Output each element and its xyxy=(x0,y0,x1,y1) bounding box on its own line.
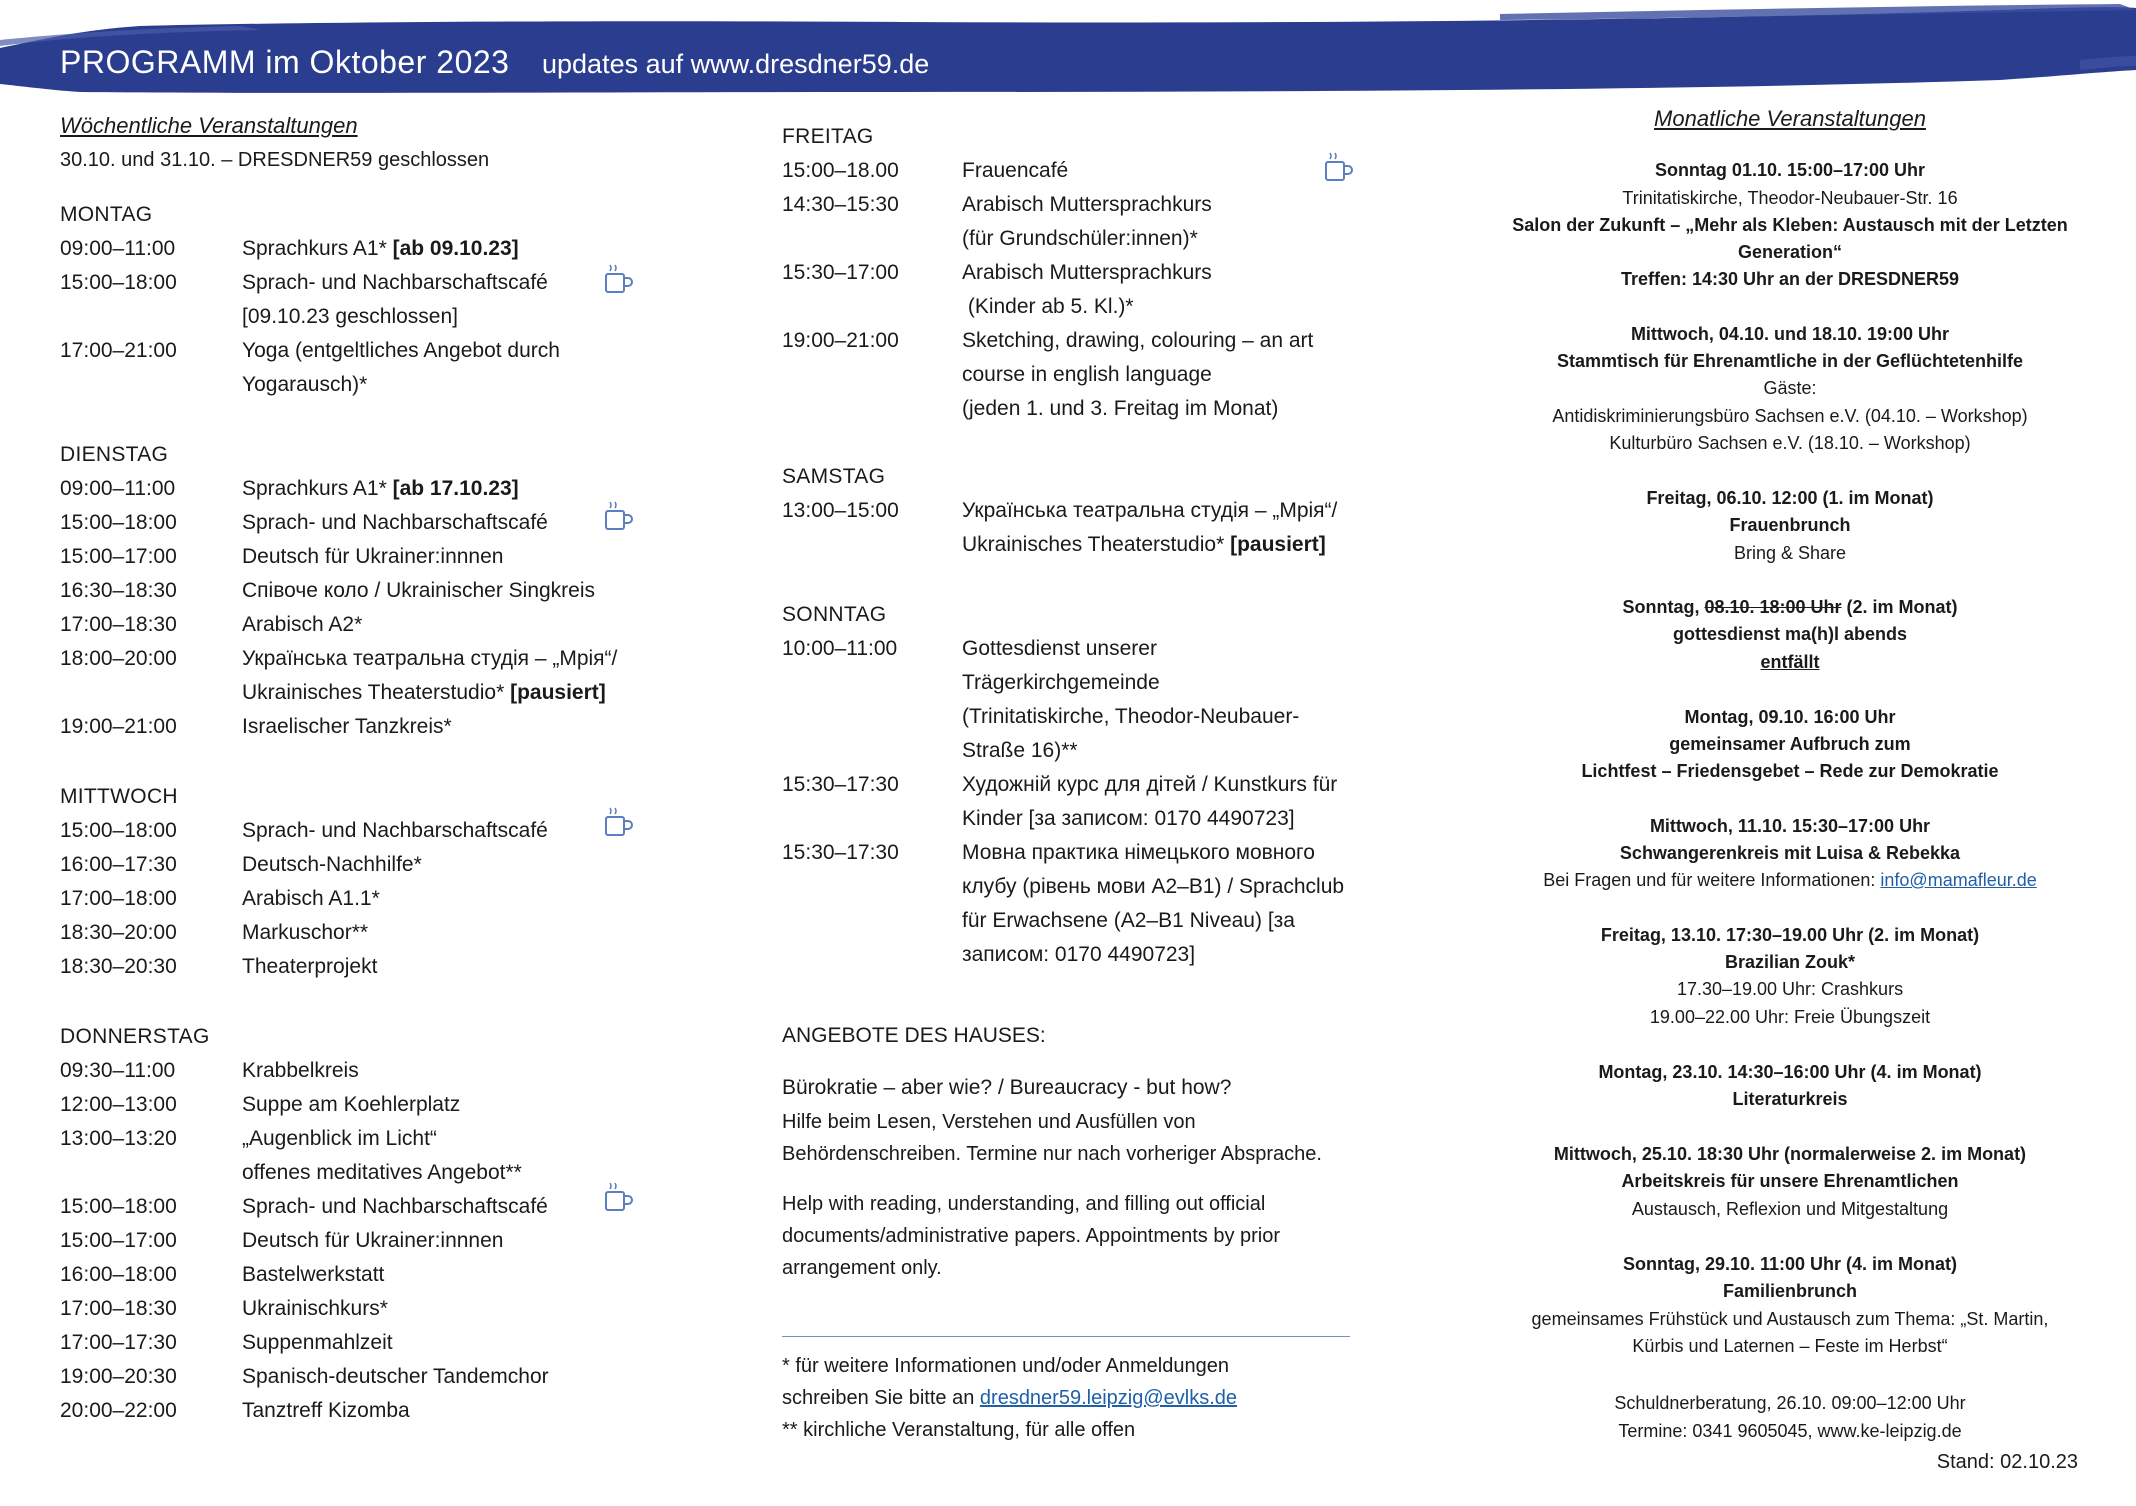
day-heading-dienstag: DIENSTAG xyxy=(60,443,169,466)
footnote-asterisk: * für weitere Informationen und/oder Anmeldungen xyxy=(782,1355,1229,1377)
monthly-event-info: 19.00–22.00 Uhr: Freie Übungszeit xyxy=(1649,1007,1931,1027)
coffee-cup-icon xyxy=(602,262,634,296)
bureaucracy-desc-de: Hilfe beim Lesen, Verstehen und Ausfüllen von xyxy=(782,1111,1196,1133)
monthly-event-info: Gäste: xyxy=(1763,378,1817,398)
monthly-event-info: Antidiskriminierungsbüro Sachsen e.V. (04.10. – Workshop) xyxy=(1552,406,2028,426)
header-banner xyxy=(0,0,2136,100)
coffee-cup-icon xyxy=(602,805,634,839)
monthly-event-info: 17.30–19.00 Uhr: Crashkurs xyxy=(1676,979,1904,999)
monthly-event-title: Lichtfest – Friedensgebet – Rede zur Demokratie xyxy=(1581,761,1999,781)
monthly-event-date: Freitag, 13.10. 17:30–19.00 Uhr (2. im Monat) xyxy=(1600,925,1980,945)
website-hint: updates auf www.dresdner59.de xyxy=(542,49,930,79)
monthly-event-title: Literaturkreis xyxy=(1732,1089,1848,1109)
monthly-event-info: Treffen: 14:30 Uhr an der DRESDNER59 xyxy=(1620,269,1960,289)
monthly-event-info: Kulturbüro Sachsen e.V. (18.10. – Workshop) xyxy=(1609,433,1971,453)
monthly-event-title: Frauenbrunch xyxy=(1729,515,1851,535)
monthly-event-info: gemeinsames Frühstück und Austausch zum Thema: „St. Martin, xyxy=(1531,1309,2049,1329)
monthly-event-title: Schwangerenkreis mit Luisa & Rebekka xyxy=(1619,843,1961,863)
monthly-event-title: Stammtisch für Ehrenamtliche in der Geflüchtetenhilfe xyxy=(1556,351,2024,371)
coffee-cup-icon xyxy=(602,499,634,533)
monthly-event-title: Arbeitskreis für unsere Ehrenamtlichen xyxy=(1621,1171,1959,1191)
monthly-event-date: Mittwoch, 04.10. und 18.10. 19:00 Uhr xyxy=(1630,324,1950,344)
footnote-contact: schreiben Sie bitte an dresdner59.leipzig@evlks.de xyxy=(782,1387,1238,1409)
monthly-event-date: Mittwoch, 11.10. 15:30–17:00 Uhr xyxy=(1649,816,1931,836)
monthly-event-info: Austausch, Reflexion und Mitgestaltung xyxy=(1631,1199,1949,1219)
day-heading-montag: MONTAG xyxy=(60,203,153,226)
monthly-event-date: Sonntag, 08.10. 18:00 Uhr (2. im Monat) xyxy=(1622,597,1958,617)
email-link[interactable]: info@mamafleur.de xyxy=(1880,870,2037,890)
divider xyxy=(782,1336,1350,1337)
monthly-event-info: Bring & Share xyxy=(1733,543,1847,563)
coffee-cup-icon xyxy=(602,1180,634,1214)
day-heading-mittwoch: MITTWOCH xyxy=(60,785,178,808)
day-heading-donnerstag: DONNERSTAG xyxy=(60,1025,210,1048)
closure-note: 30.10. und 31.10. – DRESDNER59 geschlossen xyxy=(60,149,490,171)
angebote-heading: ANGEBOTE DES HAUSES: xyxy=(782,1024,1046,1047)
day-heading-samstag: SAMSTAG xyxy=(782,465,886,488)
monthly-event-date: Mittwoch, 25.10. 18:30 Uhr (normalerweise 2. im Monat) xyxy=(1553,1144,2027,1164)
weekly-heading: Wöchentliche Veranstaltungen xyxy=(60,113,358,138)
monthly-event-date: Sonntag 01.10. 15:00–17:00 Uhr xyxy=(1654,160,1926,180)
monthly-event-title: Salon der Zukunft – „Mehr als Kleben: Austausch mit der Letzten xyxy=(1512,215,2068,235)
coffee-cup-icon xyxy=(1322,150,1354,184)
monthly-event-title: Brazilian Zouk* xyxy=(1724,952,1856,972)
monthly-event-location: Trinitatiskirche, Theodor-Neubauer-Str. 16 xyxy=(1622,188,1958,208)
status-date: Stand: 02.10.23 xyxy=(1936,1451,2078,1473)
bureaucracy-title: Bürokratie – aber wie? / Bureaucracy - but how? xyxy=(782,1076,1232,1099)
day-heading-sonntag: SONNTAG xyxy=(782,603,887,626)
monthly-event-title: gemeinsamer Aufbruch zum xyxy=(1669,734,1911,754)
bureaucracy-desc-en: documents/administrative papers. Appointments by prior xyxy=(782,1225,1281,1247)
monthly-event-date: Montag, 09.10. 16:00 Uhr xyxy=(1684,707,1896,727)
monthly-event-title: gottesdienst ma(h)l abends xyxy=(1672,624,1908,644)
program-title: PROGRAMM im Oktober 2023 xyxy=(60,44,510,80)
bureaucracy-desc-en: Help with reading, understanding, and filling out official xyxy=(782,1193,1266,1215)
debt-advice-contact: Termine: 0341 9605045, www.ke-leipzig.de xyxy=(1618,1421,1962,1441)
monthly-event-title: Familienbrunch xyxy=(1722,1281,1857,1301)
monthly-event-info: Kürbis und Laternen – Feste im Herbst“ xyxy=(1632,1336,1948,1356)
footnote-double-asterisk: ** kirchliche Veranstaltung, für alle offen xyxy=(782,1419,1136,1441)
bureaucracy-desc-de: Behördenschreiben. Termine nur nach vorheriger Absprache. xyxy=(782,1143,1322,1165)
monthly-event-date: Sonntag, 29.10. 11:00 Uhr (4. im Monat) xyxy=(1622,1254,1958,1274)
bureaucracy-desc-en: arrangement only. xyxy=(782,1257,942,1279)
monthly-event-info: Bei Fragen und für weitere Informationen: info@mamafleur.de xyxy=(1543,870,2037,890)
monthly-event-date: Freitag, 06.10. 12:00 (1. im Monat) xyxy=(1646,488,1934,508)
monthly-heading: Monatliche Veranstaltungen xyxy=(1654,106,1926,131)
monthly-event-date: Montag, 23.10. 14:30–16:00 Uhr (4. im Monat) xyxy=(1598,1062,1982,1082)
monthly-event-title: Generation“ xyxy=(1737,242,1843,262)
cancelled-label: entfällt xyxy=(1760,652,1820,672)
email-link[interactable]: dresdner59.leipzig@evlks.de xyxy=(979,1387,1238,1409)
debt-advice-info: Schuldnerberatung, 26.10. 09:00–12:00 Uhr xyxy=(1614,1393,1966,1413)
day-heading-freitag: FREITAG xyxy=(782,125,874,148)
